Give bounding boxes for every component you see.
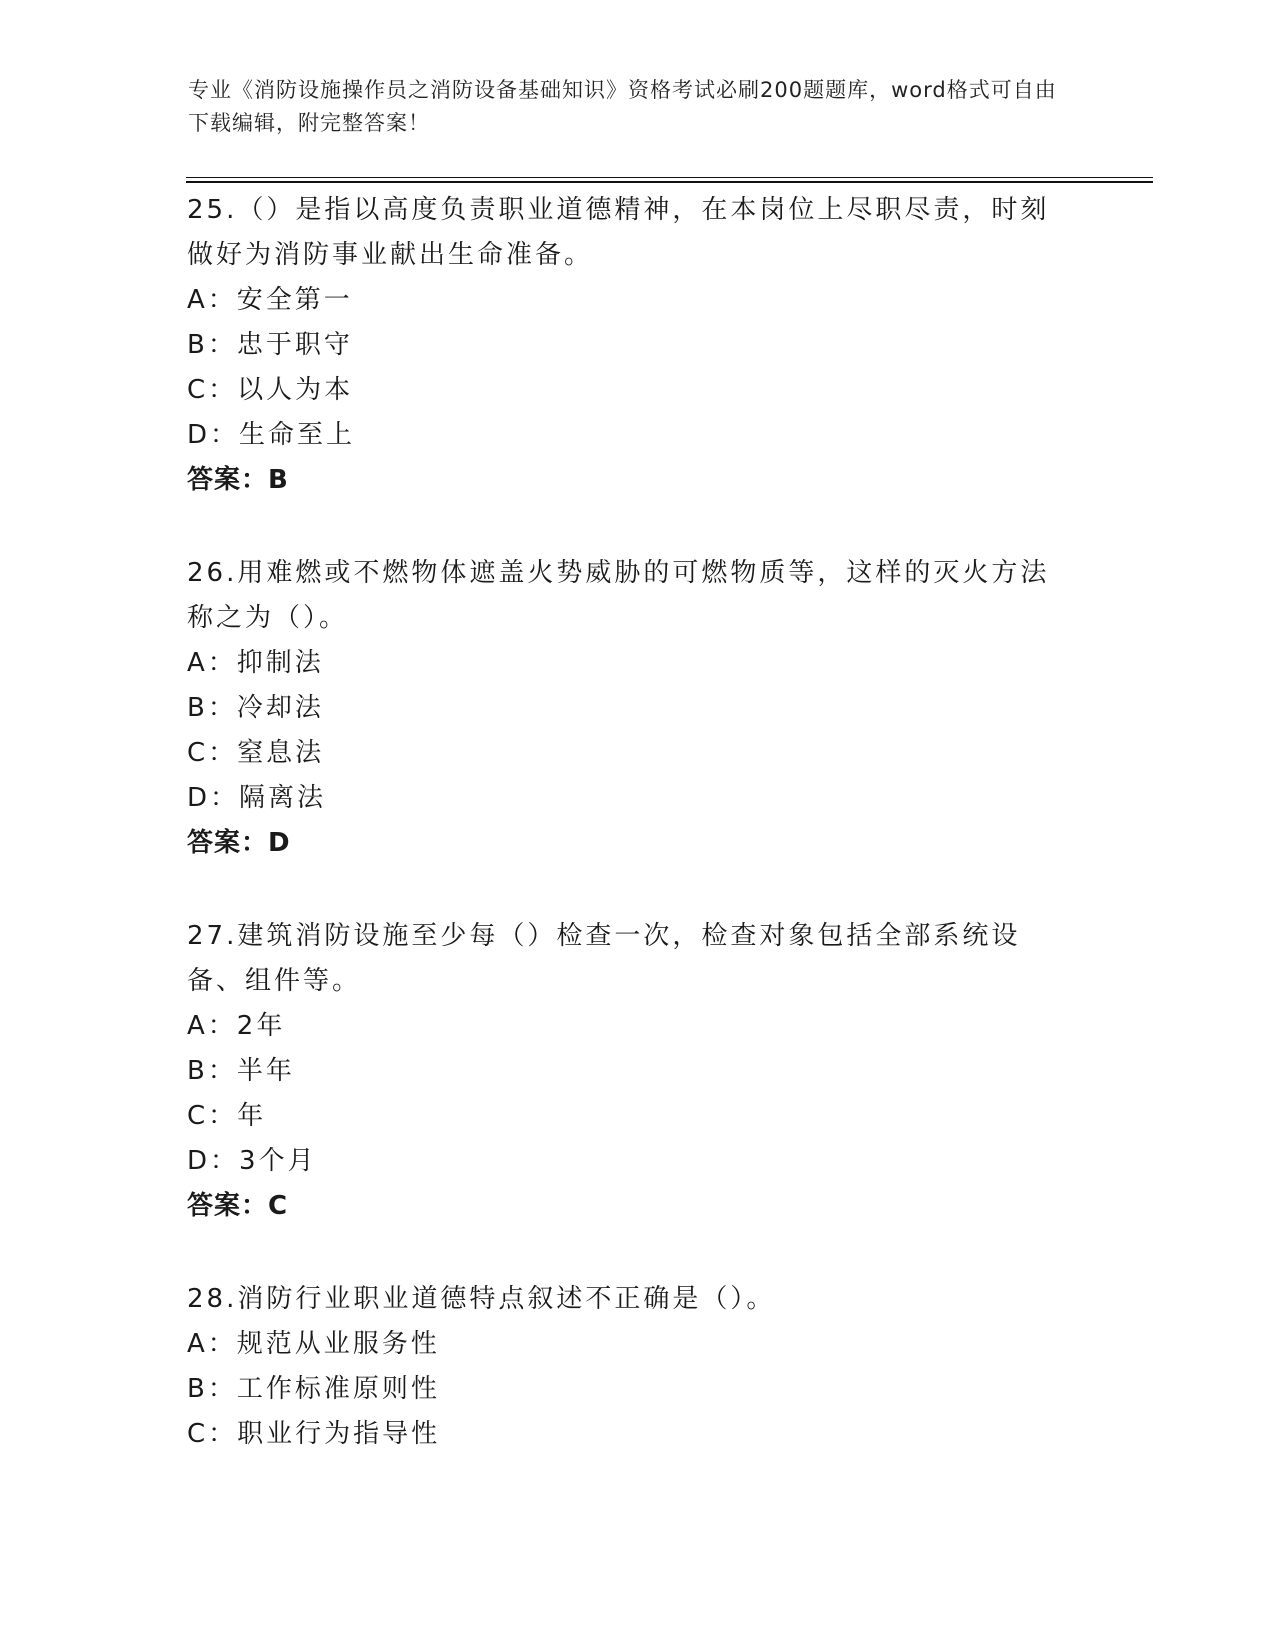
answer-key: 答案：B (187, 465, 289, 495)
question-spacer (187, 503, 1087, 551)
option-b: B：忠于职守 (187, 330, 353, 360)
option-d: D：生命至上 (187, 420, 356, 450)
question-stem: 28.消防行业职业道德特点叙述不正确是（）。 (187, 1284, 776, 1314)
document-header: 专业《消防设施操作员之消防设备基础知识》资格考试必刷200题题库，word格式可自由下载编辑，附完整答案！ (188, 78, 1057, 135)
answer-key: 答案：C (187, 1191, 289, 1221)
answer-key: 答案：D (187, 828, 291, 858)
question-spacer (187, 1229, 1087, 1277)
option-c: C：年 (187, 1101, 267, 1131)
option-a: A：规范从业服务性 (187, 1329, 440, 1359)
option-a: A：2年 (187, 1011, 286, 1041)
question-27 (187, 914, 1087, 1229)
option-a: A：抑制法 (187, 648, 324, 678)
question-spacer (187, 866, 1087, 914)
option-c: C：窒息法 (187, 738, 325, 768)
option-d: D：3个月 (187, 1146, 317, 1176)
option-a: A：安全第一 (187, 285, 353, 315)
option-b: B：冷却法 (187, 693, 324, 723)
option-b: B：工作标准原则性 (187, 1374, 440, 1404)
option-b: B：半年 (187, 1056, 295, 1086)
question-stem: 27.建筑消防设施至少每（）检查一次，检查对象包括全部系统设备、组件等。 (187, 921, 1021, 996)
option-c: C：以人为本 (187, 375, 354, 405)
option-c: C：职业行为指导性 (187, 1419, 441, 1449)
question-25 (187, 188, 1087, 503)
option-d: D：隔离法 (187, 783, 327, 813)
question-28 (187, 1277, 1087, 1457)
question-stem: 26.用难燃或不燃物体遮盖火势威胁的可燃物质等，这样的灭火方法称之为（）。 (187, 558, 1050, 633)
header-divider-thin (186, 177, 1153, 178)
question-list (187, 188, 1087, 1457)
question-26 (187, 551, 1087, 866)
question-stem: 25.（）是指以高度负责职业道德精神，在本岗位上尽职尽责，时刻做好为消防事业献出生命准备。 (187, 195, 1050, 270)
header-divider-thick (186, 181, 1153, 183)
